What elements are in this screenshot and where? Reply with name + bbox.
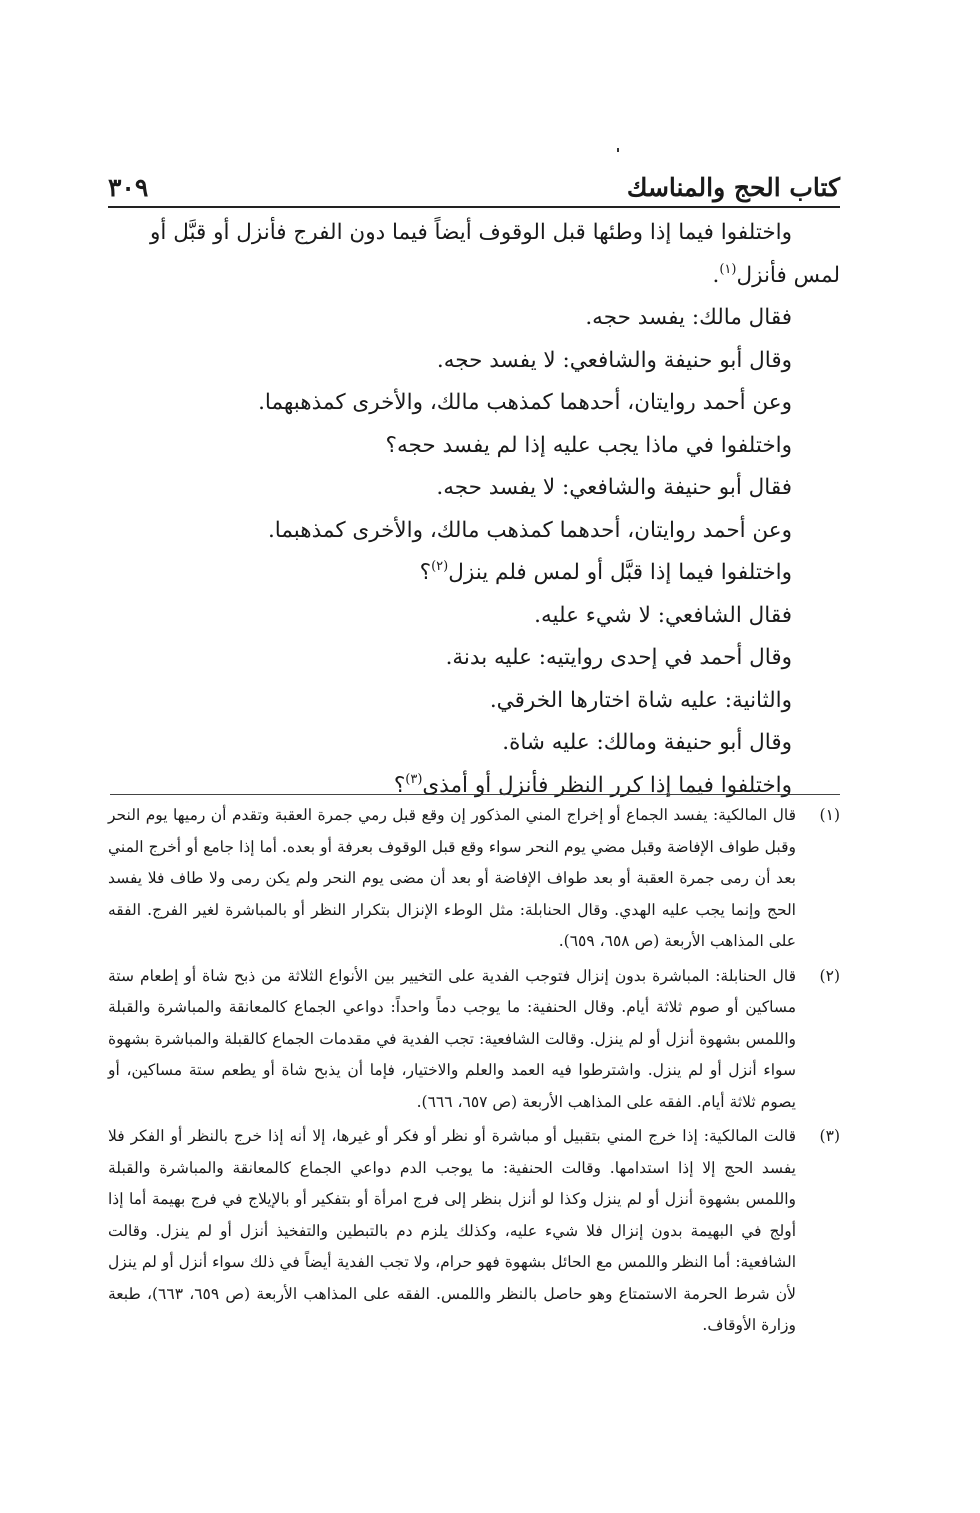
footnote-text: قالت المالكية: إذا خرج المني بتقبيل أو مباشرة أو نظر أو فكر أو غيرها، إلا أنه إذا خرج بالنظر أو الفكر فلا يفسد الحج إلا إذا استدامها. وقالت الحنفية: ما يوجب الدم دواعي الجماع كالمعانقة والمباشرة والقبلة واللمس بشهوة أنزل أو لم ينزل وكذا لو أنزل بنظر إلى فرج امرأة أو بتفكير أو بالإيلاج في فرج بهيمة أما إذا أولج في البهيمة بدون إنزال فلا شيء عليه، وكذلك يلزم دم بالتبطين والتفخيذ أنزل أو لم ينزل. وقالت الشافعية: أما النظر واللمس مع الحائل بشهوة فهو حرام، ولا تجب الفدية أيضاً في ذلك سواء أنزل أو لم ينزل لأن شرط الحرمة الاستمتاع وهو حاصل بالنظر واللمس. الفقه على المذاهب الأربعة (ص ٦٥٩، ٦٦٣)، طبعة وزارة الأوقاف.	[108, 1127, 796, 1334]
footnote-number: (٢)	[819, 966, 840, 985]
text-line: وقال أبو حنيفة ومالك: عليه شاة.	[502, 730, 792, 755]
text-line: واختلفوا في ماذا يجب عليه إذا لم يفسد حجه؟	[385, 432, 792, 458]
paragraph-1-line-1	[108, 212, 840, 255]
text-line: وعن أحمد روايتان، أحدهما كمذهب مالك، والأخرى كمذهبهما.	[258, 390, 792, 415]
footnotes	[108, 800, 840, 1345]
question-2-end: ؟	[419, 560, 432, 585]
text-line: والثانية: عليه شاة اختارها الخرقي.	[489, 687, 792, 713]
question-3-text: واختلفوا فيما إذا كرر النظر فأنزل أو أمذى	[422, 772, 792, 798]
footnote-ref-1[interactable]: (١)	[719, 261, 737, 277]
header-rule	[108, 206, 840, 208]
question-3-end: ؟	[393, 772, 406, 798]
print-mark	[617, 148, 619, 152]
paragraph-1-line-2	[108, 255, 840, 298]
paragraph-1-text: واختلفوا فيما إذا وطئها قبل الوقوف أيضاً فيما دون الفرج فأنزل أو قبَّل أو	[150, 220, 792, 245]
question-2-text: واختلفوا فيما إذا قبَّل أو لمس فلم ينزل	[448, 560, 792, 585]
footnote-number: (٣)	[819, 1127, 840, 1145]
footnote-ref-2[interactable]: (٢)	[431, 559, 449, 574]
paragraph-1-text-cont: لمس فأنزل	[736, 262, 840, 288]
footnote-text: قال الحنابلة: المباشرة بدون إنزال فتوجب الفدية على التخيير بين الأنواع الثلاثة من ذبح شاة أو إطعام ستة مساكين أو صوم ثلاثة أيام. وقال الحنفية: ما يوجب دماً واحداً: دواعي الجماع كالمعانقة والمباشرة والقبلة واللمس بشهوة أنزل أو لم ينزل. وقالت الشافعية: تجب الفدية في مقدمات الجماع كالقبلة والمباشرة بشهوة سواء أنزل أو لم ينزل. واشترطوا فيه العمد والعلم والاختيار، فإما أن يذبح شاة أو يطعم ستة مساكين، أو يصوم ثلاثة أيام. الفقه على المذاهب الأربعة (ص ٦٥٧، ٦٦٦).	[108, 966, 796, 1111]
running-title: كتاب الحج والمناسك	[626, 173, 840, 202]
text-line: وقال أبو حنيفة والشافعي: لا يفسد حجه.	[436, 347, 792, 373]
footnote-3	[108, 1121, 840, 1342]
text-line: وعن أحمد روايتان، أحدهما كمذهب مالك، والأخرى كمذهبما.	[267, 517, 792, 543]
footnote-number: (١)	[819, 806, 840, 824]
text-line: فقال أبو حنيفة والشافعي: لا يفسد حجه.	[436, 475, 792, 500]
main-text	[108, 212, 840, 807]
question-2-line	[108, 552, 840, 595]
page-number: ٣٠٩	[108, 173, 149, 202]
running-header	[108, 160, 840, 200]
text-line: فقال مالك: يفسد حجه.	[585, 305, 792, 330]
footnote-2	[108, 961, 840, 1119]
text-line: وقال أحمد في إحدى روايتيه: عليه بدنة.	[445, 645, 792, 670]
footnote-1	[108, 800, 840, 958]
footnote-ref-3[interactable]: (٣)	[405, 771, 423, 787]
footnote-text: قال المالكية: يفسد الجماع أو إخراج المني المذكور إن وقع قبل رمي جمرة العقبة وتقدم أن رميها يوم النحر وقبل طواف الإفاضة وقبل مضي يوم النحر سواء وقع قبل الوقوف بعرفة أو بعده. أما إذا جامع أو أخرج المني بعد أن رمى جمرة العقبة أو بعد طواف الإفاضة أو بعد أن مضى يوم النحر ولم يكن رمى ولا طاف فلا يفسد الحج وإنما يجب عليه الهدي. وقال الحنابلة: مثل الوطء الإنزال بتكرار النظر أو بالمباشرة لغير الفرج. الفقه على المذاهب الأربعة (ص ٦٥٨، ٦٥٩).	[108, 806, 796, 950]
paragraph-1-end: .	[712, 262, 720, 288]
footnote-rule	[110, 794, 840, 795]
text-line: فقال الشافعي: لا شيء عليه.	[534, 602, 792, 628]
